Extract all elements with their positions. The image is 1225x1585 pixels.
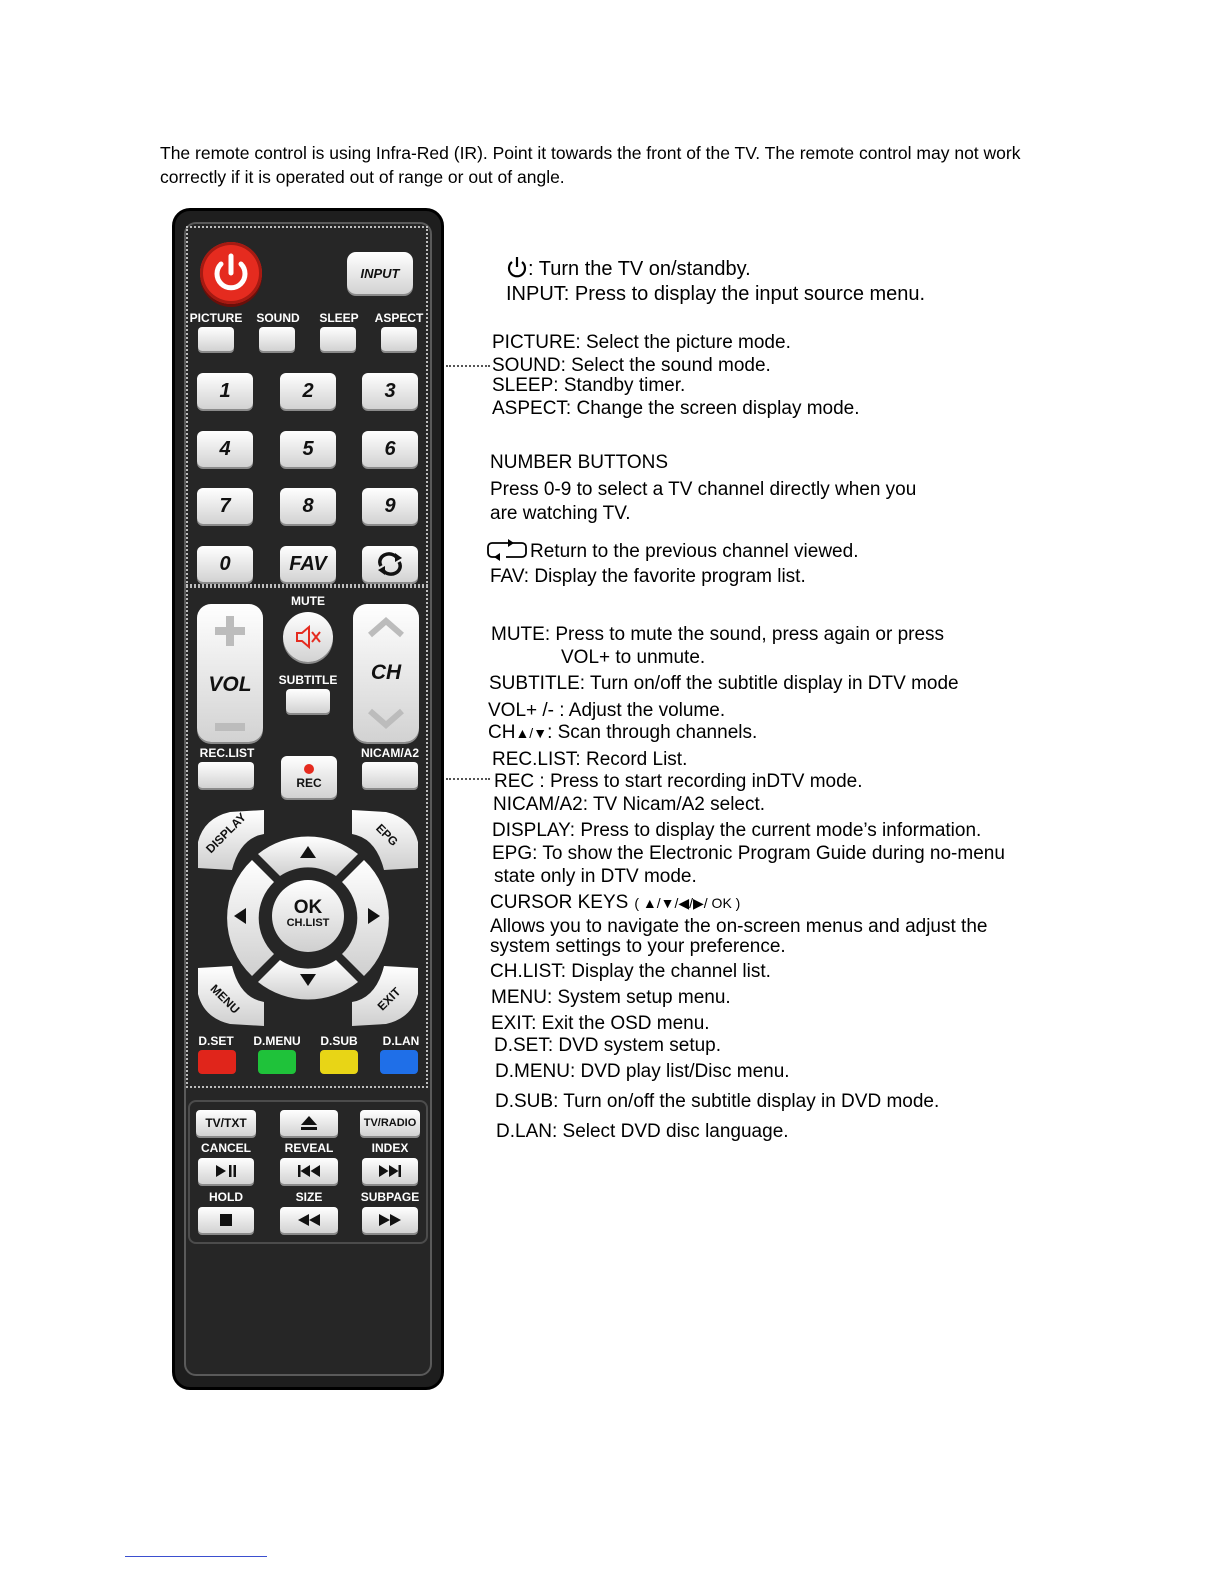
aspect-button[interactable] [381, 327, 417, 351]
power-desc-text: : Turn the TV on/standby. [528, 258, 751, 280]
sound-button[interactable] [259, 327, 295, 351]
ch-desc [488, 722, 757, 744]
return-desc-text: Return to the previous channel viewed. [530, 541, 859, 562]
vol-desc: VOL+ /- : Adjust the volume. [488, 700, 726, 721]
exit-label: EXIT [374, 984, 404, 1014]
dlan-label: D.LAN [382, 1034, 420, 1048]
reveal-label: REVEAL [284, 1141, 334, 1155]
ch-list-label: CH.LIST [286, 917, 330, 929]
number-2-button[interactable] [280, 373, 336, 409]
rec-label: REC [296, 776, 322, 790]
number-desc-1: Press 0-9 to select a TV channel directly when you [490, 479, 917, 500]
dlan-desc: D.LAN: Select DVD disc language. [496, 1121, 789, 1142]
tv-radio-button[interactable] [360, 1110, 420, 1136]
index-label: INDEX [371, 1141, 409, 1155]
epg-label: EPG [373, 821, 401, 849]
subtitle-desc: SUBTITLE: Turn on/off the subtitle display in DTV mode [489, 673, 959, 694]
previous-icon [297, 1165, 321, 1177]
number-7-label: 7 [219, 494, 231, 517]
power-desc [506, 256, 751, 280]
nicam-label: NICAM/A2 [360, 746, 419, 760]
dsub-desc: D.SUB: Turn on/off the subtitle display in DVD mode. [495, 1091, 940, 1112]
display-label: DISPLAY [203, 810, 249, 856]
aspect-desc: ASPECT: Change the screen display mode. [492, 398, 860, 419]
rec-desc: REC : Press to start recording inDTV mode. [494, 771, 863, 792]
exit-desc: EXIT: Exit the OSD menu. [491, 1013, 710, 1034]
number-5-button[interactable] [280, 431, 336, 467]
cursor-left-button[interactable] [227, 860, 274, 976]
play-pause-button[interactable] [198, 1158, 254, 1184]
subtitle-button[interactable] [286, 689, 330, 713]
nicam-button[interactable] [362, 762, 418, 788]
ch-desc-text: : Scan through channels. [547, 722, 758, 743]
rec-dot-icon [304, 764, 314, 774]
dsub-yellow-button[interactable] [320, 1050, 358, 1074]
number-4-button[interactable] [197, 431, 253, 467]
sleep-button[interactable] [320, 327, 356, 351]
input-label: INPUT [360, 265, 400, 281]
sleep-desc: SLEEP: Standby timer. [492, 375, 686, 396]
rec-list-button[interactable] [198, 762, 254, 788]
rec-button[interactable] [281, 756, 337, 798]
play-pause-icon [215, 1164, 237, 1178]
volume-down-icon [213, 722, 247, 732]
number-0-button[interactable] [197, 546, 253, 582]
channel-rocker[interactable] [353, 604, 419, 742]
return-button[interactable] [362, 546, 418, 582]
intro-text: The remote control is using Infra-Red (IR). Point it towards the front of the TV. The remote control may not work correctly if it is operated out of range or out of angle. [160, 143, 1021, 187]
display-desc: DISPLAY: Press to display the current mode’s information. [492, 820, 982, 841]
eject-button[interactable] [280, 1110, 338, 1136]
return-icon [375, 552, 405, 576]
nicam-desc: NICAM/A2: TV Nicam/A2 select. [493, 794, 766, 815]
fast-forward-button[interactable] [362, 1207, 418, 1233]
stop-button[interactable] [198, 1207, 254, 1233]
leader-line-function [446, 365, 490, 367]
sleep-label: SLEEP [319, 311, 359, 325]
number-8-label: 8 [302, 494, 314, 517]
leader-line-rec [446, 778, 490, 780]
dsub-label: D.SUB [320, 1034, 358, 1048]
number-4-label: 4 [219, 437, 231, 460]
epg-desc-1: EPG: To show the Electronic Program Guide during no-menu [492, 843, 1005, 864]
tv-txt-button[interactable] [196, 1110, 256, 1136]
rewind-icon [297, 1214, 321, 1226]
number-6-button[interactable] [362, 431, 418, 467]
vol-label: VOL [208, 673, 252, 696]
fav-desc: FAV: Display the favorite program list. [490, 566, 806, 587]
cursor-desc-1: Allows you to navigate the on-screen menus and adjust the [490, 916, 988, 937]
cursor-right-button[interactable] [342, 860, 389, 976]
number-desc-2: are watching TV. [490, 503, 631, 524]
number-9-button[interactable] [362, 488, 418, 524]
ch-desc-prefix: CH [488, 722, 516, 743]
picture-label: PICTURE [189, 311, 243, 325]
input-button[interactable] [347, 252, 413, 294]
channel-up-icon [367, 616, 405, 638]
number-3-button[interactable] [362, 373, 418, 409]
menu-desc: MENU: System setup menu. [491, 987, 731, 1008]
next-button[interactable] [362, 1158, 418, 1184]
tv-txt-label: TV/TXT [205, 1116, 247, 1130]
number-7-button[interactable] [197, 488, 253, 524]
rec-list-desc: REC.LIST: Record List. [492, 749, 688, 770]
fav-button[interactable] [280, 546, 336, 582]
ch-up-down-icon: ▲/▼ [515, 725, 548, 741]
eject-icon [300, 1115, 318, 1131]
ok-label: OK [293, 897, 323, 918]
number-5-label: 5 [302, 437, 314, 460]
number-3-label: 3 [384, 379, 396, 402]
previous-button[interactable] [280, 1158, 338, 1184]
cursor-desc-2: system settings to your preference. [490, 936, 786, 957]
sound-label: SOUND [256, 311, 300, 325]
dset-label: D.SET [198, 1034, 234, 1048]
fav-label: FAV [289, 552, 327, 575]
number-title: NUMBER BUTTONS [490, 452, 669, 473]
power-icon [200, 242, 262, 304]
return-desc [486, 538, 858, 563]
number-8-button[interactable] [280, 488, 336, 524]
mute-icon [293, 622, 323, 652]
tv-radio-label: TV/RADIO [363, 1117, 417, 1129]
cursor-title-text: CURSOR KEYS [490, 892, 629, 913]
rec-list-label: REC.LIST [199, 746, 255, 760]
dmenu-green-button[interactable] [258, 1050, 296, 1074]
number-6-label: 6 [384, 437, 396, 460]
mute-button[interactable] [283, 612, 333, 662]
dmenu-desc: D.MENU: DVD play list/Disc menu. [495, 1061, 790, 1082]
next-icon [378, 1165, 402, 1177]
channel-down-icon [367, 708, 405, 730]
hold-label: HOLD [209, 1190, 243, 1204]
volume-rocker[interactable] [197, 604, 263, 742]
size-label: SIZE [295, 1190, 323, 1204]
mute-desc-1: MUTE: Press to mute the sound, press again or press [491, 624, 945, 645]
power-button[interactable] [200, 242, 262, 304]
number-9-label: 9 [384, 494, 396, 517]
menu-label: MENU [207, 981, 243, 1017]
dset-desc: D.SET: DVD system setup. [494, 1035, 722, 1056]
dmenu-label: D.MENU [253, 1034, 301, 1048]
number-1-label: 1 [219, 379, 231, 402]
mute-desc-2: VOL+ to unmute. [561, 647, 706, 668]
ok-text [270, 898, 346, 929]
volume-up-icon [213, 614, 247, 648]
stop-icon [220, 1214, 232, 1226]
dlan-blue-button[interactable] [380, 1050, 418, 1074]
cancel-label: CANCEL [201, 1141, 251, 1155]
fast-forward-icon [378, 1214, 402, 1226]
power-symbol-icon [506, 256, 528, 278]
number-0-label: 0 [219, 552, 231, 575]
dset-red-button[interactable] [198, 1050, 236, 1074]
number-1-button[interactable] [197, 373, 253, 409]
bottom-rule [125, 1556, 267, 1557]
picture-button[interactable] [198, 327, 234, 351]
subtitle-label: SUBTITLE [278, 673, 338, 687]
cursor-title [490, 892, 740, 914]
rewind-button[interactable] [280, 1207, 338, 1233]
ch-label: CH [370, 661, 402, 684]
picture-desc: PICTURE: Select the picture mode. [492, 332, 791, 353]
number-2-label: 2 [302, 379, 314, 402]
return-symbol-icon [486, 538, 530, 562]
epg-desc-2: state only in DTV mode. [494, 866, 697, 887]
mute-label: MUTE [291, 594, 325, 608]
input-desc: INPUT: Press to display the input source menu. [506, 283, 926, 305]
subpage-label: SUBPAGE [360, 1190, 420, 1204]
cursor-keys-text: ( ▲/▼/◀/▶/ OK ) [634, 895, 741, 911]
sound-desc: SOUND: Select the sound mode. [492, 355, 771, 376]
aspect-label: ASPECT [374, 311, 424, 325]
ch-list-desc: CH.LIST: Display the channel list. [490, 961, 771, 982]
